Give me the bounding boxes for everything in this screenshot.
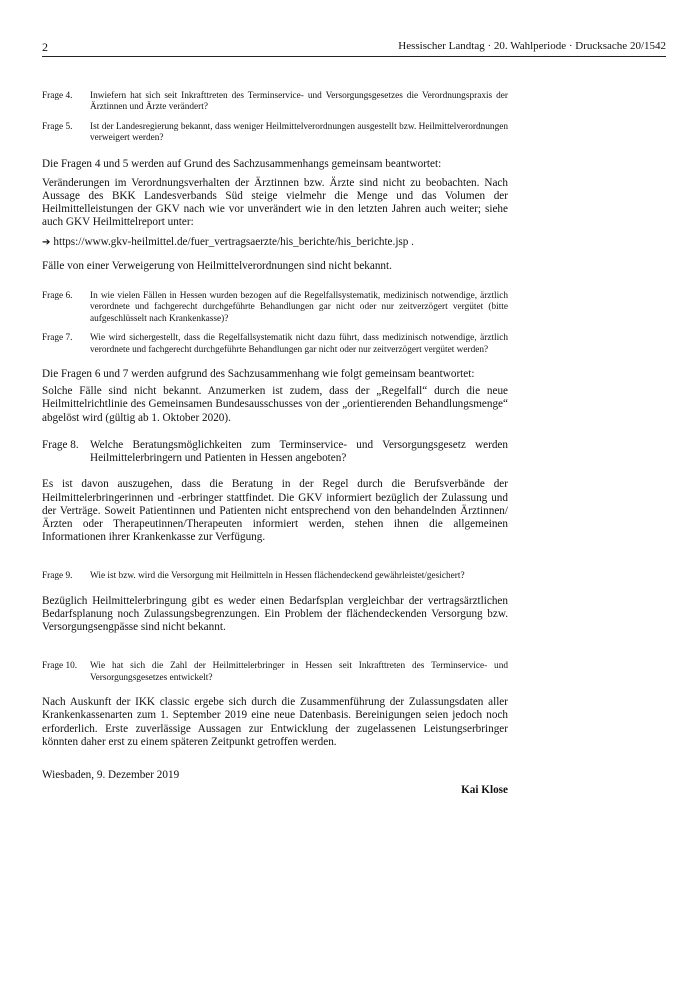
report-link-url[interactable]: https://www.gkv-heilmittel.de/fuer_vertragsaerzte/his_berichte/his_berichte.jsp .: [53, 235, 414, 248]
question-label: Frage 9.: [42, 571, 73, 582]
question-text: Wie wird sichergestellt, dass die Regelfallsystematik nicht dazu führt, dass medizinisch notwendige, ärztlich verordnete und fachgerecht durchgeführte Behandlungen gar nicht oder nur zeitverzögert vergütet werden?: [90, 333, 508, 355]
running-title: Hessischer Landtag · 20. Wahlperiode · Drucksache 20/1542: [398, 40, 666, 52]
question-label: Frage 7.: [42, 333, 73, 344]
question-text: Welche Beratungsmöglichkeiten zum Terminservice- und Versorgungsgesetz werden Heilmittelerbringern und Patienten in Hessen angeboten?: [90, 438, 508, 465]
answer-paragraph: Nach Auskunft der IKK classic ergebe sich durch die Zusammenführung der Zulassungsdaten aller Krankenkassenarten zum 1. September 2019 eine neue Datenbasis. Bereinigungen seien jedoch noch erforderlich. Erste zuverlässige Aussagen zur Entwicklung der zugelassenen Leistungserbringer könnten daher erst zu einem späteren Zeitpunkt getroffen werden.: [42, 696, 508, 748]
document-page: [42, 38, 666, 797]
question-text: Ist der Landesregierung bekannt, dass weniger Heilmittelverordnungen ausgestellt bzw. Heilmittelverordnungen verweigert werden?: [90, 121, 508, 144]
question-text: Wie ist bzw. wird die Versorgung mit Heilmitteln in Hessen flächendeckend gewährleistet/gesichert?: [90, 571, 465, 582]
answer-paragraph: Es ist davon auszugehen, dass die Beratung in der Regel durch die Berufsverbände der Heilmittelerbringerinnen und -erbringer stattfindet. Die GKV informiert bezüglich der Zulassung und der Verträge. Soweit Patientinnen und Patienten nicht entsprechend von den behandelnden Ärztinnen/Ärzten oder Therapeutinnen/Therapeuten informiert werden, stehen ihnen die allgemeinen Informationen ihrer Krankenkasse zur Verfügung.: [42, 478, 508, 544]
answer-paragraph: Fälle von einer Verweigerung von Heilmittelverordnungen sind nicht bekannt.: [42, 259, 392, 272]
question-text: Inwiefern hat sich seit Inkrafttreten des Terminservice- und Versorgungsgesetzes die Verordnungspraxis der Ärztinnen und Ärzte verändert?: [90, 91, 508, 113]
report-link[interactable]: [42, 236, 508, 249]
question-10: [42, 661, 508, 684]
answer-intro: Die Fragen 6 und 7 werden aufgrund des Sachzusammenhang wie folgt gemeinsam beantwortet:: [42, 368, 475, 381]
arrow-right-icon: ➔: [42, 236, 51, 248]
question-label: Frage 4.: [42, 91, 73, 101]
answer-paragraph: Solche Fälle sind nicht bekannt. Anzumerken ist zudem, dass der „Regelfall“ durch die neue Heilmittelrichtlinie des Gemeinsamen Bundesausschusses von der „orientierenden Behandlungsmenge“ abgelöst wird (gültig ab 1. Oktober 2020).: [42, 385, 508, 424]
question-5: [42, 122, 508, 145]
answer-paragraph: Bezüglich Heilmittelerbringung gibt es weder einen Bedarfsplan vergleichbar der vertragsärztlichen Bedarfsplanung noch Zulassungsbegrenzungen. Ein Problem der flächendeckenden Versorgung bzw. Versorgungsengpässe sind nicht bekannt.: [42, 594, 508, 634]
question-8: [42, 439, 508, 465]
answer-intro: Die Fragen 4 und 5 werden auf Grund des Sachzusammenhangs gemeinsam beantwortet:: [42, 157, 442, 170]
question-7: [42, 333, 508, 356]
question-9: [42, 571, 508, 582]
question-label: Frage 10.: [42, 661, 78, 672]
question-label: Frage 6.: [42, 291, 73, 302]
question-text: In wie vielen Fällen in Hessen wurden bezogen auf die Regelfallsystematik, medizinisch notwendige, ärztlich verordnete und fachgerecht durchgeführte Behandlungen gar nicht oder nur zeitverzögert vergütet (bitte aufgeschlüsselt nach Krankenkasse)?: [90, 291, 508, 324]
answer-paragraph: Veränderungen im Verordnungsverhalten der Ärztinnen bzw. Ärzte sind nicht zu beobachten. Nach Aussage des BKK Landesverbands Süd steige vielmehr die Menge und das Volumen der Heilmittelleistungen der GKV nach wie vor unverändert wie in den letzten Jahren auch weiter; siehe auch GKV Heilmittelreport unter:: [42, 176, 508, 229]
question-4: [42, 91, 508, 114]
question-label: Frage 8.: [42, 438, 79, 451]
place-date: Wiesbaden, 9. Dezember 2019: [42, 768, 180, 781]
page-number: 2: [42, 40, 48, 54]
signature: Kai Klose: [461, 784, 508, 797]
page-header: [42, 38, 666, 57]
question-label: Frage 5.: [42, 121, 73, 132]
question-text: Wie hat sich die Zahl der Heilmittelerbringer in Hessen seit Inkrafttreten des Terminservice- und Versorgungsgesetzes entwickelt?: [90, 661, 508, 683]
question-6: [42, 291, 508, 325]
